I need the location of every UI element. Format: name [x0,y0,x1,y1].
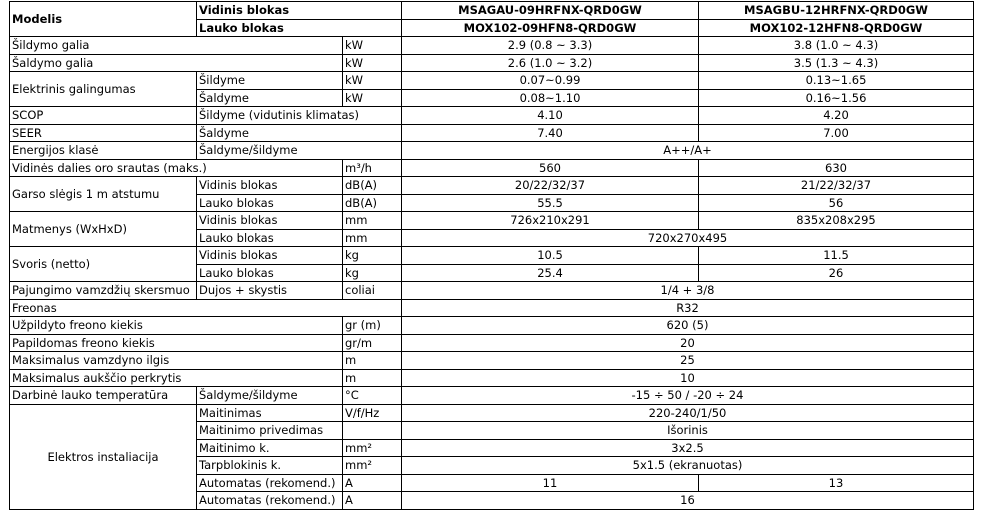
table-row [10,107,974,125]
table-row [10,352,974,370]
unit-cell: A [343,474,402,492]
table-row [10,317,974,335]
table-row [10,282,974,300]
value-b: 7.00 [699,124,974,142]
row-label: Energijos klasė [10,142,197,160]
value-a: 11 [402,474,699,492]
table-row [10,369,974,387]
unit-cell: V/f/Hz [343,404,402,422]
table-row [10,212,974,230]
value-b: 0.13~1.65 [699,72,974,90]
table-row [10,142,974,160]
unit-cell: dB(A) [343,177,402,195]
table-row [10,299,974,317]
indoor-model-b: MSAGBU-12HRFNX-QRD0GW [699,2,974,20]
value-shared: 25 [402,352,974,370]
value-b: 630 [699,159,974,177]
unit-cell: kW [343,72,402,90]
table-row [10,404,974,422]
unit-cell: mm² [343,439,402,457]
header-row-indoor [10,2,974,20]
unit-cell: m [343,352,402,370]
unit-cell: gr/m [343,334,402,352]
sub-label: Tarpblokinis k. [197,457,343,475]
row-label: Pajungimo vamzdžių skersmuo [10,282,197,300]
sub-label: Lauko blokas [197,229,343,247]
unit-cell: mm [343,229,402,247]
value-shared: 220-240/1/50 [402,404,974,422]
unit-cell: coliai [343,282,402,300]
sub-label: Vidinis blokas [197,212,343,230]
sub-label: Automatas (rekomend.) [197,474,343,492]
unit-cell: A [343,492,402,510]
value-a: 55.5 [402,194,699,212]
unit-cell: mm² [343,457,402,475]
value-shared: 620 (5) [402,317,974,335]
value-shared: 1/4 + 3/8 [402,282,974,300]
indoor-model-a: MSAGAU-09HRFNX-QRD0GW [402,2,699,20]
sub-label: Šildyme [197,72,343,90]
value-a: 4.10 [402,107,699,125]
value-a: 2.9 (0.8 ~ 3.3) [402,37,699,55]
table-row [10,247,974,265]
value-shared: 16 [402,492,974,510]
sub-label: Dujos + skystis [197,282,343,300]
value-a: 7.40 [402,124,699,142]
row-label: SCOP [10,107,197,125]
value-b: 0.16~1.56 [699,89,974,107]
row-label: Papildomas freono kiekis [10,334,343,352]
row-label: Svoris (netto) [10,247,197,282]
table-row [10,387,974,405]
table-row [10,159,974,177]
sub-label: Šaldyme [197,89,343,107]
table-row [10,334,974,352]
unit-cell: mm [343,212,402,230]
sub-label: Maitinimo privedimas [197,422,343,440]
value-shared: 3x2.5 [402,439,974,457]
unit-cell: m [343,369,402,387]
value-shared: -15 ÷ 50 / -20 ÷ 24 [402,387,974,405]
value-shared: 720x270x495 [402,229,974,247]
row-label: Šaldymo galia [10,54,343,72]
unit-cell [343,422,402,440]
table-row [10,37,974,55]
row-label: Darbinė lauko temperatūra [10,387,197,405]
value-shared: R32 [402,299,974,317]
table-row [10,177,974,195]
outdoor-model-b: MOX102-12HFN8-QRD0GW [699,19,974,37]
value-a: 560 [402,159,699,177]
spec-table [9,1,974,510]
sub-label: Šaldyme/šildyme [197,387,343,405]
row-label: Maksimalus aukščio perkrytis [10,369,343,387]
value-b: 3.5 (1.3 ~ 4.3) [699,54,974,72]
sub-label: Vidinis blokas [197,247,343,265]
row-label: Šildymo galia [10,37,343,55]
unit-cell: m³/h [343,159,402,177]
row-label: Užpildyto freono kiekis [10,317,343,335]
sub-label: Automatas (rekomend.) [197,492,343,510]
row-label: Maksimalus vamzdyno ilgis [10,352,343,370]
unit-cell: kg [343,247,402,265]
value-a: 2.6 (1.0 ~ 3.2) [402,54,699,72]
row-label: Elektros instaliacija [10,404,197,509]
value-shared: Išorinis [402,422,974,440]
value-shared: 5x1.5 (ekranuotas) [402,457,974,475]
row-label: Garso slėgis 1 m atstumu [10,177,197,212]
value-shared: A++/A+ [402,142,974,160]
table-row [10,54,974,72]
lauko-blokas-header: Lauko blokas [197,19,402,37]
row-label: SEER [10,124,197,142]
outdoor-model-a: MOX102-09HFN8-QRD0GW [402,19,699,37]
vidinis-blokas-header: Vidinis blokas [197,2,402,20]
sub-label: Vidinis blokas [197,177,343,195]
modelis-label: Modelis [10,2,197,37]
row-label: Freonas [10,299,402,317]
value-a: 726x210x291 [402,212,699,230]
unit-cell: kW [343,89,402,107]
value-a: 0.07~0.99 [402,72,699,90]
sub-label: Maitinimo k. [197,439,343,457]
sub-label: Maitinimas [197,404,343,422]
value-shared: 10 [402,369,974,387]
value-b: 835x208x295 [699,212,974,230]
unit-cell: °C [343,387,402,405]
value-a: 10.5 [402,247,699,265]
sub-label: Šaldyme/šildyme [197,142,402,160]
value-b: 26 [699,264,974,282]
value-b: 3.8 (1.0 ~ 4.3) [699,37,974,55]
value-b: 21/22/32/37 [699,177,974,195]
value-b: 56 [699,194,974,212]
value-b: 11.5 [699,247,974,265]
value-b: 13 [699,474,974,492]
sub-label: Šildyme (vidutinis klimatas) [197,107,402,125]
unit-cell: kg [343,264,402,282]
table-row [10,72,974,90]
value-shared: 20 [402,334,974,352]
sub-label: Šaldyme [197,124,402,142]
unit-cell: gr (m) [343,317,402,335]
row-label: Elektrinis galingumas [10,72,197,107]
unit-cell: dB(A) [343,194,402,212]
row-label: Vidinės dalies oro srautas (maks.) [10,159,343,177]
row-label: Matmenys (WxHxD) [10,212,197,247]
value-a: 0.08~1.10 [402,89,699,107]
table-row [10,124,974,142]
value-b: 4.20 [699,107,974,125]
unit-cell: kW [343,54,402,72]
sub-label: Lauko blokas [197,194,343,212]
value-a: 20/22/32/37 [402,177,699,195]
value-a: 25.4 [402,264,699,282]
sub-label: Lauko blokas [197,264,343,282]
unit-cell: kW [343,37,402,55]
